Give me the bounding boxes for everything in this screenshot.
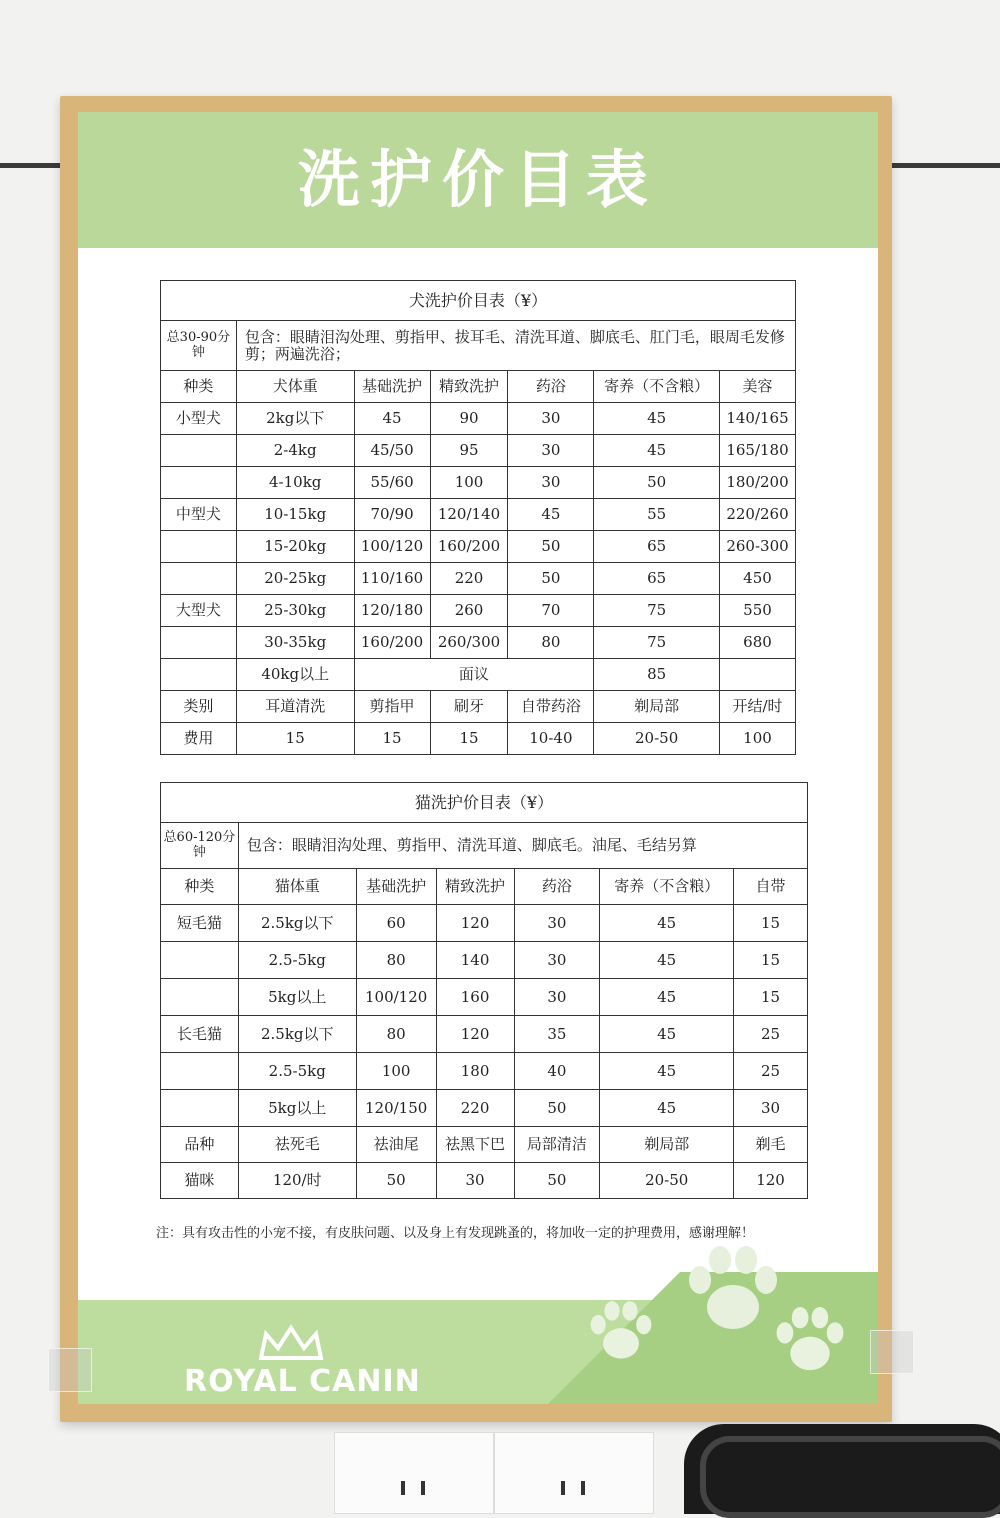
table-cell: 110/160 <box>354 563 430 595</box>
table-cell: 2.5kg以下 <box>238 905 356 942</box>
table-cell: 基础洗护 <box>356 869 436 905</box>
table-cell: 45 <box>600 942 734 979</box>
table-cell: 中型犬 <box>161 499 237 531</box>
table-cell: 70 <box>508 595 594 627</box>
table-cell: 45 <box>354 403 430 435</box>
table-cell: 美容 <box>720 371 796 403</box>
table-cell: 种类 <box>161 869 239 905</box>
table-cell: 25 <box>734 1016 808 1053</box>
dog-header-row <box>161 371 796 403</box>
table-cell: 15 <box>354 723 430 755</box>
table-cell: 15-20kg <box>236 531 354 563</box>
frame-corner-clip <box>48 1348 92 1392</box>
table-cell: 50 <box>356 1163 436 1199</box>
table-row <box>161 467 796 499</box>
table-cell: 80 <box>508 627 594 659</box>
table-cell: 100 <box>720 723 796 755</box>
table-cell: 2.5-5kg <box>238 942 356 979</box>
table-cell: 180/200 <box>720 467 796 499</box>
table-cell: 45/50 <box>354 435 430 467</box>
table-cell: 10-40 <box>508 723 594 755</box>
table-row <box>161 1090 808 1127</box>
table-cell: 85 <box>594 659 720 691</box>
table-cell: 680 <box>720 627 796 659</box>
table-row <box>161 435 796 467</box>
table-cell: 15 <box>734 979 808 1016</box>
outlet-slot <box>561 1481 565 1495</box>
table-cell <box>161 563 237 595</box>
table-cell: 剪指甲 <box>354 691 430 723</box>
table-cell: 120 <box>436 905 514 942</box>
table-cell: 5kg以上 <box>238 1090 356 1127</box>
table-cell: 50 <box>514 1163 600 1199</box>
table-cell: 75 <box>594 595 720 627</box>
table-cell: 猫咪 <box>161 1163 239 1199</box>
outlet-slot <box>421 1481 425 1495</box>
table-cell: 120/180 <box>354 595 430 627</box>
table-cell: 160 <box>436 979 514 1016</box>
table-cell <box>161 659 237 691</box>
table-cell: 220 <box>430 563 508 595</box>
cat-duration: 总60-120分钟 <box>161 823 239 869</box>
table-cell <box>720 659 796 691</box>
price-poster <box>78 112 878 1404</box>
table-cell: 40 <box>514 1053 600 1090</box>
dog-duration: 总30-90分钟 <box>161 321 237 371</box>
table-cell: 30 <box>436 1163 514 1199</box>
table-cell: 45 <box>600 1053 734 1090</box>
table-row <box>161 979 808 1016</box>
paw-print-icon <box>583 1298 659 1368</box>
footer-notice: 注：具有攻击性的小宠不接，有皮肤问题、以及身上有发现跳蚤的，将加收一定的护理费用，感谢理解！ <box>156 1226 755 1241</box>
royal-canin-logo: ROYAL CANIN <box>184 1364 421 1399</box>
table-cell: 25-30kg <box>236 595 354 627</box>
table-cell: 450 <box>720 563 796 595</box>
table-cell <box>161 531 237 563</box>
table-cell: 120/150 <box>356 1090 436 1127</box>
table-cell: 25 <box>734 1053 808 1090</box>
table-cell: 祛黑下巴 <box>436 1127 514 1163</box>
table-cell: 45 <box>600 1016 734 1053</box>
table-cell: 局部清洁 <box>514 1127 600 1163</box>
table-cell: 祛油尾 <box>356 1127 436 1163</box>
table-cell: 猫体重 <box>238 869 356 905</box>
table-cell: 120 <box>436 1016 514 1053</box>
table-cell: 类别 <box>161 691 237 723</box>
table-cell: 180 <box>436 1053 514 1090</box>
dog-extra-header-row <box>161 691 796 723</box>
table-cell: 寄养（不含粮） <box>594 371 720 403</box>
cat-table-caption: 猫洗护价目表（¥） <box>161 783 808 823</box>
royal-canin-crown-logo <box>256 1324 326 1364</box>
table-cell: 药浴 <box>508 371 594 403</box>
cat-extra-values-row <box>161 1163 808 1199</box>
table-cell: 80 <box>356 942 436 979</box>
table-cell: 70/90 <box>354 499 430 531</box>
table-cell: 35 <box>514 1016 600 1053</box>
table-cell <box>161 1053 239 1090</box>
table-cell: 90 <box>430 403 508 435</box>
table-cell: 140 <box>436 942 514 979</box>
table-cell: 30 <box>514 905 600 942</box>
table-cell: 55/60 <box>354 467 430 499</box>
table-cell: 自带药浴 <box>508 691 594 723</box>
table-cell: 30 <box>508 467 594 499</box>
table-cell: 30 <box>734 1090 808 1127</box>
table-cell: 大型犬 <box>161 595 237 627</box>
table-cell: 基础洗护 <box>354 371 430 403</box>
table-cell: 50 <box>508 563 594 595</box>
table-cell: 100 <box>430 467 508 499</box>
table-cell: 精致洗护 <box>430 371 508 403</box>
table-cell: 15 <box>430 723 508 755</box>
table-cell: 260-300 <box>720 531 796 563</box>
table-cell: 15 <box>236 723 354 755</box>
table-cell: 药浴 <box>514 869 600 905</box>
outlet-slot <box>401 1481 405 1495</box>
table-cell: 剃毛 <box>734 1127 808 1163</box>
table-cell: 95 <box>430 435 508 467</box>
table-cell: 品种 <box>161 1127 239 1163</box>
table-row <box>161 563 796 595</box>
table-cell: 刷牙 <box>430 691 508 723</box>
cat-includes: 包含：眼睛泪沟处理、剪指甲、清洗耳道、脚底毛。油尾、毛结另算 <box>238 823 807 869</box>
table-cell: 65 <box>594 563 720 595</box>
table-row <box>161 595 796 627</box>
table-row <box>161 942 808 979</box>
table-cell: 55 <box>594 499 720 531</box>
frame-corner-clip <box>870 1330 914 1374</box>
dog-includes: 包含：眼睛泪沟处理、剪指甲、拔耳毛、清洗耳道、脚底毛、肛门毛，眼周毛发修剪；两遍洗浴； <box>236 321 795 371</box>
table-cell: 65 <box>594 531 720 563</box>
outlet-slot <box>581 1481 585 1495</box>
table-cell: 剃局部 <box>600 1127 734 1163</box>
table-cell: 开结/时 <box>720 691 796 723</box>
table-cell: 45 <box>508 499 594 531</box>
table-row <box>161 1016 808 1053</box>
table-cell: 50 <box>508 531 594 563</box>
table-cell: 犬体重 <box>236 371 354 403</box>
table-cell: 80 <box>356 1016 436 1053</box>
table-cell: 75 <box>594 627 720 659</box>
table-cell: 160/200 <box>354 627 430 659</box>
table-cell: 120/时 <box>238 1163 356 1199</box>
table-cell: 2.5-5kg <box>238 1053 356 1090</box>
table-cell: 100 <box>356 1053 436 1090</box>
table-cell: 剃局部 <box>594 691 720 723</box>
table-cell: 45 <box>594 403 720 435</box>
table-row <box>161 905 808 942</box>
table-cell: 60 <box>356 905 436 942</box>
table-cell: 30 <box>514 979 600 1016</box>
table-cell <box>161 1090 239 1127</box>
table-cell: 30 <box>508 403 594 435</box>
table-cell: 100/120 <box>356 979 436 1016</box>
table-cell: 20-50 <box>600 1163 734 1199</box>
table-cell: 50 <box>514 1090 600 1127</box>
table-cell: 120 <box>734 1163 808 1199</box>
table-cell: 5kg以上 <box>238 979 356 1016</box>
poster-title: 洗护价目表 <box>297 143 658 216</box>
table-cell: 20-25kg <box>236 563 354 595</box>
dog-row-40kg <box>161 659 796 691</box>
dog-price-table <box>160 280 796 755</box>
table-cell <box>161 942 239 979</box>
table-cell: 15 <box>734 942 808 979</box>
table-cell: 15 <box>734 905 808 942</box>
table-cell: 精致洗护 <box>436 869 514 905</box>
table-cell: 2kg以下 <box>236 403 354 435</box>
table-cell: 20-50 <box>594 723 720 755</box>
table-cell: 短毛猫 <box>161 905 239 942</box>
table-cell: 种类 <box>161 371 237 403</box>
table-cell: 120/140 <box>430 499 508 531</box>
table-cell: 2-4kg <box>236 435 354 467</box>
wall-outlet <box>334 1432 494 1514</box>
table-cell: 45 <box>594 435 720 467</box>
table-cell: 30 <box>508 435 594 467</box>
paw-print-icon <box>768 1304 852 1380</box>
table-cell: 小型犬 <box>161 403 237 435</box>
table-cell: 长毛猫 <box>161 1016 239 1053</box>
table-row <box>161 1053 808 1090</box>
table-cell: 自带 <box>734 869 808 905</box>
cat-price-table <box>160 782 808 1199</box>
table-cell: 45 <box>600 1090 734 1127</box>
table-cell: 160/200 <box>430 531 508 563</box>
dog-table-caption: 犬洗护价目表（¥） <box>161 281 796 321</box>
table-cell: 30 <box>514 942 600 979</box>
cat-extra-header-row <box>161 1127 808 1163</box>
table-cell: 260 <box>430 595 508 627</box>
table-cell: 寄养（不含粮） <box>600 869 734 905</box>
wall-outlet <box>494 1432 654 1514</box>
table-cell: 耳道清洗 <box>236 691 354 723</box>
table-cell: 45 <box>600 905 734 942</box>
table-cell: 140/165 <box>720 403 796 435</box>
table-row <box>161 627 796 659</box>
dog-extra-values-row <box>161 723 796 755</box>
table-cell: 10-15kg <box>236 499 354 531</box>
table-cell: 费用 <box>161 723 237 755</box>
table-cell: 4-10kg <box>236 467 354 499</box>
table-cell: 550 <box>720 595 796 627</box>
table-cell <box>161 467 237 499</box>
table-row <box>161 499 796 531</box>
table-cell: 100/120 <box>354 531 430 563</box>
table-cell <box>161 979 239 1016</box>
table-cell: 45 <box>600 979 734 1016</box>
table-row <box>161 531 796 563</box>
table-cell: 50 <box>594 467 720 499</box>
table-cell <box>161 435 237 467</box>
table-cell: 260/300 <box>430 627 508 659</box>
table-cell: 2.5kg以下 <box>238 1016 356 1053</box>
table-cell: 面议 <box>354 659 594 691</box>
container-rim <box>700 1436 1000 1518</box>
table-row <box>161 403 796 435</box>
table-cell: 祛死毛 <box>238 1127 356 1163</box>
table-cell: 220 <box>436 1090 514 1127</box>
table-cell <box>161 627 237 659</box>
table-cell: 165/180 <box>720 435 796 467</box>
table-cell: 30-35kg <box>236 627 354 659</box>
cat-header-row <box>161 869 808 905</box>
table-cell: 40kg以上 <box>236 659 354 691</box>
table-cell: 220/260 <box>720 499 796 531</box>
